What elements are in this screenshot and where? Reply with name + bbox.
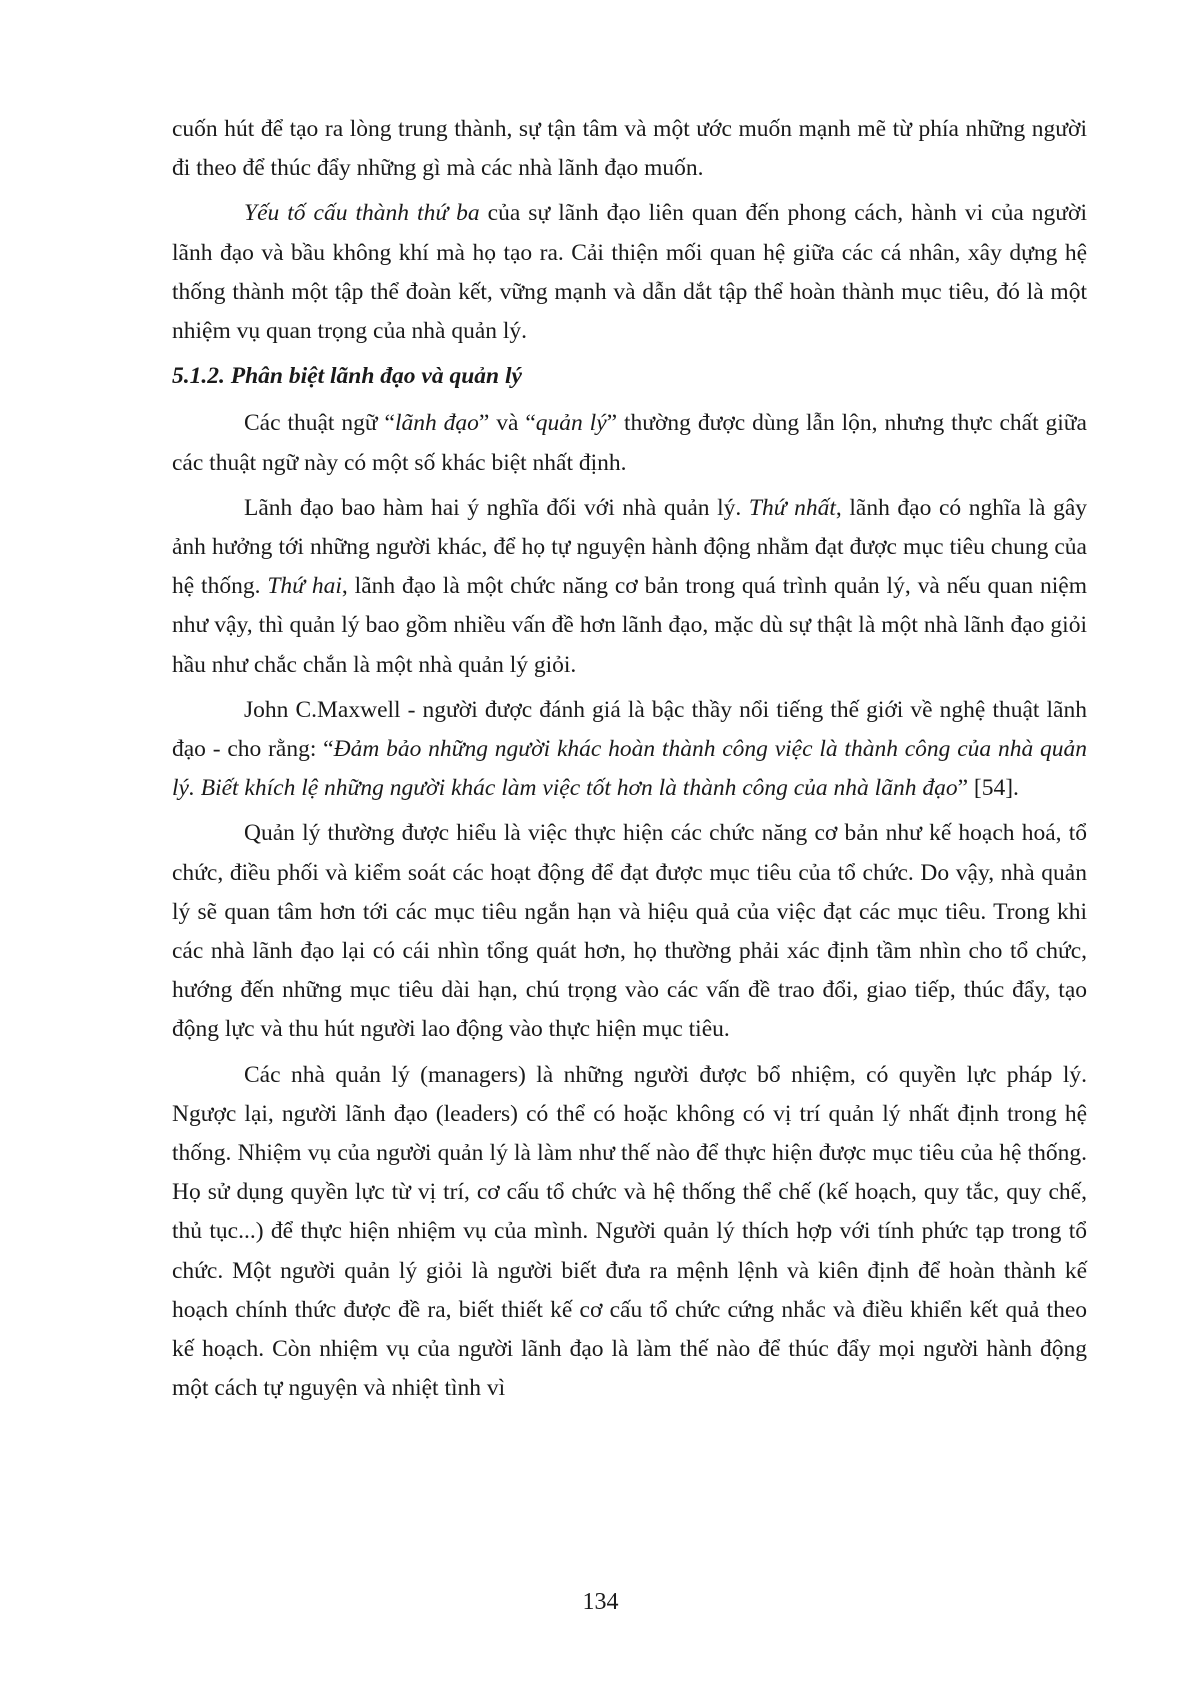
italic-term: Thứ hai bbox=[267, 573, 342, 600]
text-segment: John C.Maxwell - người được đánh giá là bậc thầy nổi tiếng thế giới về nghệ thuật lãnh đạo - cho rằng: “ bbox=[172, 696, 1087, 763]
paragraph-maxwell-quote bbox=[172, 691, 1087, 809]
italic-term: quản lý bbox=[535, 410, 607, 437]
italic-lead: Yếu tố cấu thành thứ ba bbox=[244, 200, 480, 227]
paragraph-two-meanings bbox=[172, 489, 1087, 685]
italic-term: Thứ nhất bbox=[748, 494, 836, 521]
paragraph-text: của sự lãnh đạo liên quan đến phong cách, hành vi của người lãnh đạo và bầu không khí mà họ tạo ra. Cải thiện mối quan hệ giữa các cá nhân, xây dựng hệ thống thành một tập thể đoàn kết, vững mạnh và dẫn dắt tập thể hoàn thành mục tiêu, đó là một nhiệm vụ quan trọng của nhà quản lý. bbox=[172, 200, 1087, 345]
page-number: 134 bbox=[582, 1589, 619, 1615]
text-segment: , lãnh đạo là một chức năng cơ bản trong quá trình quản lý, và nếu quan niệm như vậy, thì quản lý bao gồm nhiều vấn đề hơn lãnh đạo, mặc dù sự thật là một nhà lãnh đạo giỏi hầu như chắc chắn là một nhà quản lý giỏi. bbox=[172, 573, 1087, 678]
paragraph-third-component bbox=[172, 194, 1087, 351]
italic-quote: Đảm bảo những người khác hoàn thành công việc là thành công của nhà quản lý. Biết khích lệ những người khác làm việc tốt hơn là thành công của nhà lãnh đạo bbox=[172, 736, 1087, 802]
text-segment: , lãnh đạo có nghĩa là gây ảnh hưởng tới những người khác, để họ tự nguyện hành động nhằm đạt được mục tiêu chung của hệ thống. bbox=[172, 494, 1088, 600]
text-segment: Các thuật ngữ “ bbox=[244, 410, 395, 437]
page-body bbox=[172, 110, 1087, 1415]
paragraph-managers-leaders: Các nhà quản lý (managers) là những người được bổ nhiệm, có quyền lực pháp lý. Ngược lại, người lãnh đạo (leaders) có thể có hoặc không có vị trí quản lý nhất định trong hệ thống. Nhiệm vụ của người quản lý là làm như thế nào để thực hiện được mục tiêu của hệ thống. Họ sử dụng quyền lực từ vị trí, cơ cấu tổ chức và hệ thống thể chế (kế hoạch, quy tắc, quy chế, thủ tục...) để thực hiện nhiệm vụ của mình. Người quản lý thích hợp với tính phức tạp trong tổ chức. Một người quản lý giỏi là người biết đưa ra mệnh lệnh và kiên định để hoàn thành kế hoạch chính thức được đề ra, biết thiết kế cơ cấu tổ chức cứng nhắc và điều khiển kết quả theo kế hoạch. Còn nhiệm vụ của người lãnh đạo là làm thế nào để thúc đẩy mọi người hành động một cách tự nguyện và nhiệt tình vì bbox=[172, 1061, 1087, 1402]
text-segment: Lãnh đạo bao hàm hai ý nghĩa đối với nhà quản lý. bbox=[244, 494, 749, 521]
text-segment: ” và “ bbox=[478, 410, 536, 437]
text-segment: ” thường được dùng lẫn lộn, nhưng thực chất giữa các thuật ngữ này có một số khác biệt nhất định. bbox=[172, 410, 1087, 476]
section-heading: 5.1.2. Phân biệt lãnh đạo và quản lý bbox=[172, 363, 522, 390]
paragraph-terms bbox=[172, 404, 1087, 482]
paragraph-management-definition: Quản lý thường được hiểu là việc thực hiện các chức năng cơ bản như kế hoạch hoá, tổ chức, điều phối và kiểm soát các hoạt động để đạt được mục tiêu của tổ chức. Do vậy, nhà quản lý sẽ quan tâm hơn tới các mục tiêu ngắn hạn và hiệu quả của việc đạt các mục tiêu. Trong khi các nhà lãnh đạo lại có cái nhìn tổng quát hơn, họ thường phải xác định tầm nhìn cho tổ chức, hướng đến những mục tiêu dài hạn, chú trọng vào các vấn đề trao đổi, giao tiếp, thúc đẩy, tạo động lực và thu hút người lao động vào thực hiện mục tiêu. bbox=[172, 820, 1087, 1043]
text-segment: ” [54]. bbox=[957, 775, 1019, 802]
paragraph-continuation: cuốn hút để tạo ra lòng trung thành, sự tận tâm và một ước muốn mạnh mẽ từ phía những người đi theo để thúc đẩy những gì mà các nhà lãnh đạo muốn. bbox=[172, 116, 1087, 182]
italic-term: lãnh đạo bbox=[394, 410, 479, 437]
